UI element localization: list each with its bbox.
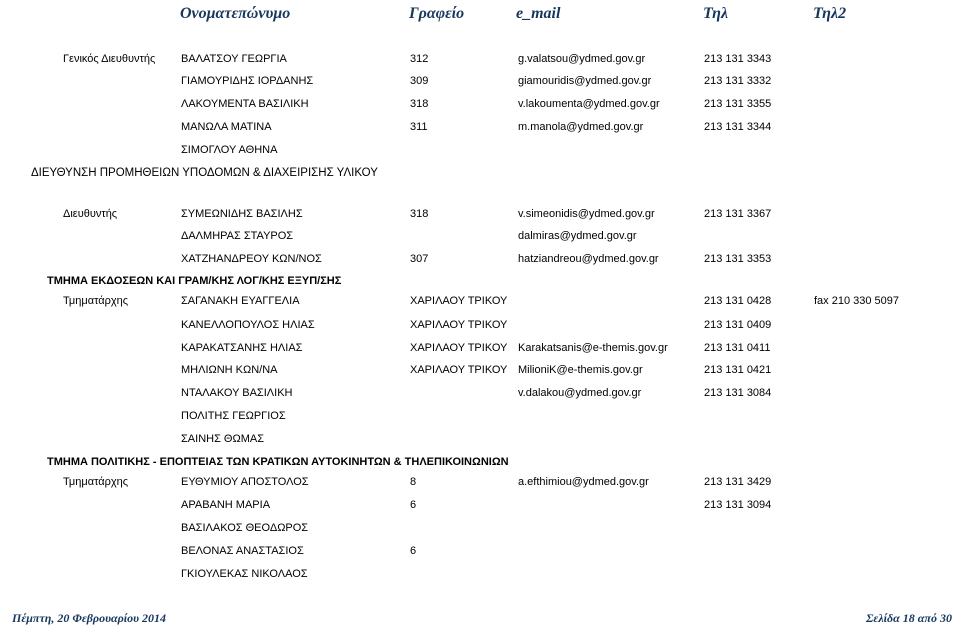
- header-tel2: Τηλ2: [813, 5, 847, 22]
- email-cell: dalmiras@ydmed.gov.gr: [518, 230, 637, 242]
- name-cell: ΚΑΡΑΚΑΤΣΑΝΗΣ ΗΛΙΑΣ: [181, 342, 303, 354]
- role-cell: Γενικός Διευθυντής: [63, 53, 156, 65]
- email-cell: v.lakoumenta@ydmed.gov.gr: [518, 98, 660, 110]
- email-cell: MilioniK@e-themis.gov.gr: [518, 364, 643, 376]
- name-cell: ΜΑΝΩΛΑ ΜΑΤΙΝΑ: [181, 121, 272, 133]
- table-row: [0, 385, 960, 401]
- table-row: [0, 362, 960, 378]
- role-cell: Διευθυντής: [63, 208, 118, 220]
- email-cell: m.manola@ydmed.gov.gr: [518, 121, 644, 133]
- table-row: [0, 73, 960, 89]
- table-row: [0, 520, 960, 536]
- table-row: [0, 51, 960, 67]
- header-tel: Τηλ: [703, 5, 729, 22]
- table-row: [0, 228, 960, 244]
- name-cell: ΒΑΛΑΤΣΟΥ ΓΕΩΡΓΙΑ: [181, 53, 287, 65]
- office-cell: 8: [410, 476, 417, 488]
- tel-cell: 213 131 3355: [704, 98, 772, 110]
- section-heading-policy: ΤΜΗΜΑ ΠΟΛΙΤΙΚΗΣ - ΕΠΟΠΤΕΙΑΣ ΤΩΝ ΚΡΑΤΙΚΩΝ ΑΥΤΟΚΙΝΗΤΩΝ & ΤΗΛΕΠΙΚΟΙΝΩΝΙΩΝ: [47, 456, 509, 468]
- office-cell: 312: [410, 53, 429, 65]
- office-cell: ΧΑΡΙΛΑΟΥ ΤΡΙΚΟΥ: [410, 364, 508, 376]
- section-heading-customs: ΤΜΗΜΑ ΕΚΔΟΣΕΩΝ ΚΑΙ ΓΡΑΜ/ΚΗΣ ΛΟΓ/ΚΗΣ ΕΞΥΠ/ΣΗΣ: [47, 275, 342, 287]
- email-cell: a.efthimiou@ydmed.gov.gr: [518, 476, 649, 488]
- footer-date: Πέμπτη, 20 Φεβρουαρίου 2014: [12, 611, 167, 625]
- name-cell: ΣΙΜΟΓΛΟΥ ΑΘΗΝΑ: [181, 144, 278, 156]
- tel-cell: 213 131 0409: [704, 319, 772, 331]
- table-row: [0, 317, 960, 333]
- tel-cell: 213 131 0411: [704, 342, 771, 354]
- name-cell: ΒΕΛΟΝΑΣ ΑΝΑΣΤΑΣΙΟΣ: [181, 545, 304, 557]
- table-row: [0, 408, 960, 424]
- tel-cell: 213 131 3084: [704, 387, 772, 399]
- table-row: [0, 497, 960, 513]
- office-cell: ΧΑΡΙΛΑΟΥ ΤΡΙΚΟΥ: [410, 295, 508, 307]
- name-cell: ΜΗΛΙΩΝΗ ΚΩΝ/ΝΑ: [181, 364, 278, 376]
- office-cell: 318: [410, 208, 429, 220]
- table-row: [0, 293, 960, 309]
- email-cell: v.simeonidis@ydmed.gov.gr: [518, 208, 655, 220]
- tel-cell: 213 131 0428: [704, 295, 772, 307]
- tel-cell: 213 131 3344: [704, 121, 772, 133]
- email-cell: hatziandreou@ydmed.gov.gr: [518, 253, 659, 265]
- table-row: [0, 340, 960, 356]
- table-row: [0, 206, 960, 222]
- office-cell: 311: [410, 121, 428, 133]
- tel-cell: 213 131 3094: [704, 499, 772, 511]
- office-cell: 307: [410, 253, 429, 265]
- name-cell: ΣΑΙΝΗΣ ΘΩΜΑΣ: [181, 433, 265, 445]
- name-cell: ΛΑΚΟΥΜΕΝΤΑ ΒΑΣΙΛΙΚΗ: [181, 98, 309, 110]
- name-cell: ΚΑΝΕΛΛΟΠΟΥΛΟΣ ΗΛΙΑΣ: [181, 319, 315, 331]
- column-header: [0, 5, 960, 27]
- tel-cell: 213 131 3353: [704, 253, 772, 265]
- role-cell: Τμηματάρχης: [63, 295, 129, 307]
- email-cell: g.valatsou@ydmed.gov.gr: [518, 53, 646, 65]
- tel-cell: 213 131 3343: [704, 53, 772, 65]
- name-cell: ΓΚΙΟΥΛΕΚΑΣ ΝΙΚΟΛΑΟΣ: [181, 568, 308, 580]
- email-cell: giamouridis@ydmed.gov.gr: [518, 75, 652, 87]
- fax-cell: fax 210 330 5097: [814, 295, 900, 307]
- email-cell: v.dalakou@ydmed.gov.gr: [518, 387, 642, 399]
- name-cell: ΑΡΑΒΑΝΗ ΜΑΡΙΑ: [181, 499, 271, 511]
- name-cell: ΣΥΜΕΩΝΙΔΗΣ ΒΑΣΙΛΗΣ: [181, 208, 303, 220]
- email-cell: Karakatsanis@e-themis.gov.gr: [518, 342, 668, 354]
- tel-cell: 213 131 3429: [704, 476, 772, 488]
- office-cell: 6: [410, 545, 417, 557]
- header-email: e_mail: [516, 5, 561, 22]
- page-footer: [0, 611, 960, 629]
- footer-page-number: Σελίδα 18 από 30: [866, 611, 952, 625]
- name-cell: ΒΑΣΙΛΑΚΟΣ ΘΕΟΔΩΡΟΣ: [181, 522, 309, 534]
- header-name: Ονοματεπώνυμο: [180, 5, 291, 22]
- name-cell: ΕΥΘΥΜΙΟΥ ΑΠΟΣΤΟΛΟΣ: [181, 476, 309, 488]
- header-office: Γραφείο: [409, 5, 465, 22]
- table-row: [0, 474, 960, 490]
- table-row: [0, 251, 960, 267]
- table-row: [0, 96, 960, 112]
- tel-cell: 213 131 0421: [704, 364, 772, 376]
- name-cell: ΝΤΑΛΑΚΟΥ ΒΑΣΙΛΙΚΗ: [181, 387, 293, 399]
- name-cell: ΣΑΓΑΝΑΚΗ ΕΥΑΓΓΕΛΙΑ: [181, 295, 300, 307]
- table-row: [0, 566, 960, 582]
- office-cell: 318: [410, 98, 429, 110]
- tel-cell: 213 131 3367: [704, 208, 772, 220]
- table-row: [0, 142, 960, 158]
- name-cell: ΠΟΛΙΤΗΣ ΓΕΩΡΓΙΟΣ: [181, 410, 286, 422]
- tel-cell: 213 131 3332: [704, 75, 772, 87]
- office-cell: 309: [410, 75, 429, 87]
- section-heading-directorate: ΔΙΕΥΘΥΝΣΗ ΠΡΟΜΗΘΕΙΩΝ ΥΠΟΔΟΜΩΝ & ΔΙΑΧΕΙΡΙΣΗΣ ΥΛΙΚΟΥ: [31, 167, 378, 179]
- office-cell: ΧΑΡΙΛΑΟΥ ΤΡΙΚΟΥ: [410, 342, 508, 354]
- office-cell: 6: [410, 499, 417, 511]
- name-cell: ΧΑΤΖΗΑΝΔΡΕΟΥ ΚΩΝ/ΝΟΣ: [181, 253, 322, 265]
- name-cell: ΓΙΑΜΟΥΡΙΔΗΣ ΙΟΡΔΑΝΗΣ: [181, 75, 314, 87]
- table-row: [0, 431, 960, 447]
- name-cell: ΔΑΛΜΗΡΑΣ ΣΤΑΥΡΟΣ: [181, 230, 294, 242]
- table-row: [0, 119, 960, 135]
- table-row: [0, 543, 960, 559]
- office-cell: ΧΑΡΙΛΑΟΥ ΤΡΙΚΟΥ: [410, 319, 508, 331]
- role-cell: Τμηματάρχης: [63, 476, 129, 488]
